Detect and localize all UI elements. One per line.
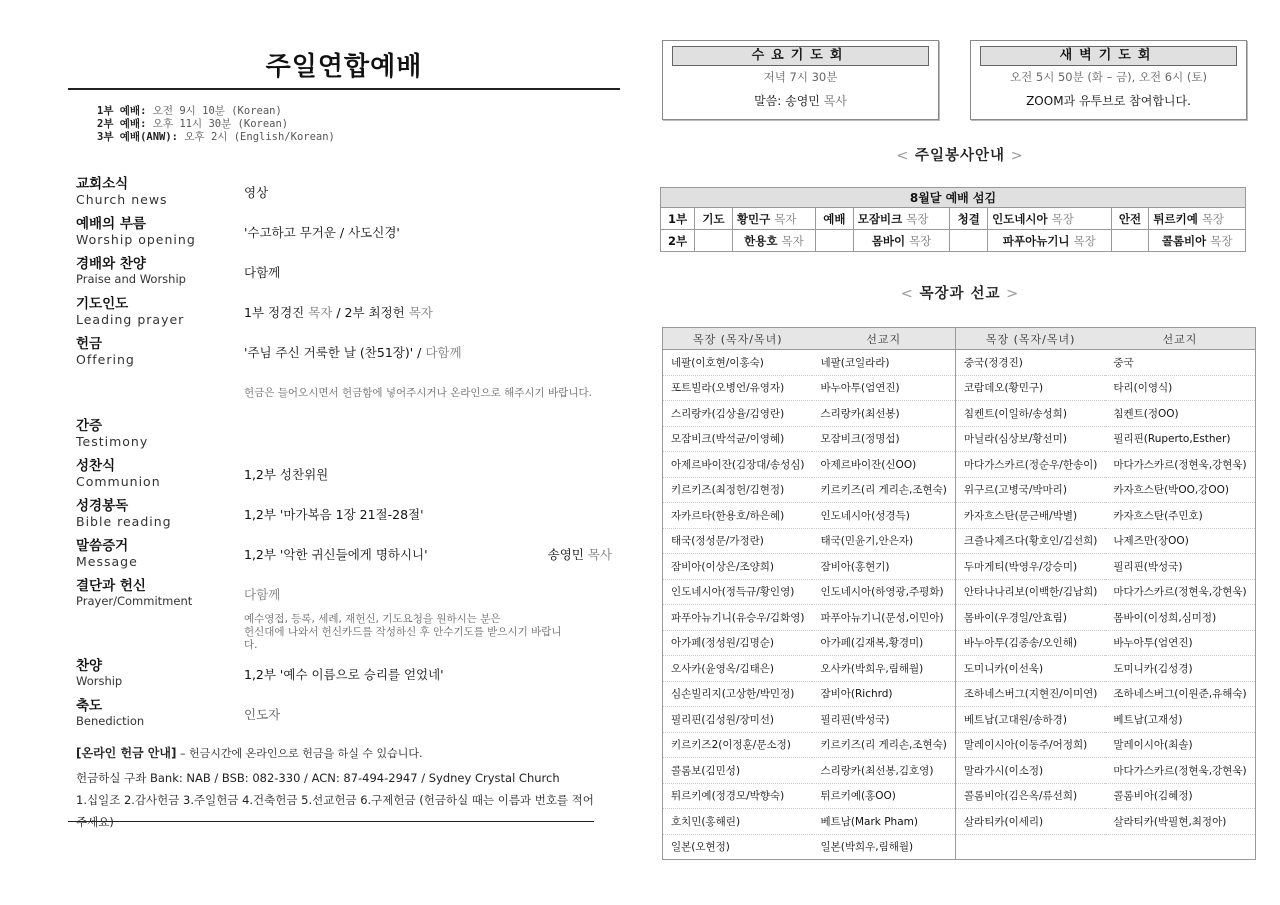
mission-field-cell: 아가페(김재복,황경미) (812, 630, 955, 656)
order-item-worship: 찬양 Worship 1,2부 '예수 이름으로 승리를 얻었네' (76, 658, 444, 688)
order-item-praise: 경배와 찬양 Praise and Worship 다함께 (76, 256, 281, 286)
mission-field-cell: 중국 (1105, 350, 1255, 376)
service-duty-table (660, 187, 1246, 252)
bulletin-right-page (640, 0, 1280, 905)
mission-field-cell: 몸바이(이성희,심미정) (1105, 605, 1255, 631)
mission-field-cell: 태국(민윤기,안은자) (812, 528, 955, 554)
title-divider (68, 88, 620, 90)
mokjang-cell: 침켄트(이일하/송성희) (955, 401, 1105, 427)
table-row (663, 554, 1256, 580)
table-row (663, 452, 1256, 478)
mokjang-cell: 파푸아뉴기니(유승우/김화영) (663, 605, 813, 631)
mission-field-cell: 잠비아(Richrd) (812, 681, 955, 707)
dawn-prayer-time: 오전 5시 50분 (화 – 금), 오전 6시 (토) (1010, 70, 1207, 84)
mission-field-cell: 나제즈만(장OO) (1105, 528, 1255, 554)
table-row (663, 630, 1256, 656)
mokjang-cell: 포트빌라(오병언/유영자) (663, 375, 813, 401)
mission-field-cell: 바누아투(엄연진) (812, 375, 955, 401)
mission-field-cell: 침켄트(정OO) (1105, 401, 1255, 427)
mission-field-cell: 카자흐스탄(주민호) (1105, 503, 1255, 529)
wednesday-prayer-box (662, 40, 939, 120)
duty-table-header: 8월달 예배 섬김 (661, 188, 1246, 208)
mokjang-cell: 두마게티(박영우/강승미) (955, 554, 1105, 580)
mission-field-cell: 베트남(Mark Pham) (812, 809, 955, 835)
mokjang-cell: 안타나나리보(이백한/김남희) (955, 579, 1105, 605)
table-row (663, 503, 1256, 529)
dawn-prayer-title: 새벽기도회 (980, 46, 1237, 66)
mokjang-cell: 튀르키예(정경모/박향숙) (663, 783, 813, 809)
mokjang-cell: 크즐나제즈다(황호인/김선희) (955, 528, 1105, 554)
table-row (663, 707, 1256, 733)
table-row (663, 834, 1256, 860)
mission-field-cell: 베트남(고재성) (1105, 707, 1255, 733)
bank-account-line: 헌금하실 구좌 Bank: NAB / BSB: 082-330 / ACN: 87-494-2947 / Sydney Crystal Church (76, 771, 560, 785)
order-item-bible-reading: 성경봉독 Bible reading 1,2부 '마가복음 1장 21절-28절' (76, 498, 424, 529)
mokjang-cell: 콜롬비아(김은옥/류선희) (955, 783, 1105, 809)
mokjang-cell: 콜롬보(김민성) (663, 758, 813, 784)
order-item-church-news: 교회소식 Church news 영상 (76, 176, 269, 207)
mokjang-cell (955, 834, 1105, 860)
online-offering-title: [온라인 헌금 안내] (76, 746, 177, 760)
order-item-offering: 헌금 Offering '주님 주신 거룩한 날 (찬51장)' / 다함께 (76, 336, 462, 367)
service-times (97, 105, 335, 144)
mokjang-cell: 몸바이(우경일/안효림) (955, 605, 1105, 631)
mokjang-cell: 심손빌리지(고상한/박민정) (663, 681, 813, 707)
mission-field-cell: 인도네시아(성경득) (812, 503, 955, 529)
notice-divider (68, 821, 594, 822)
order-item-commitment: 결단과 헌신 Prayer/Commitment 다함께 (76, 578, 281, 608)
mission-field-cell: 파푸아뉴기니(문성,이민아) (812, 605, 955, 631)
table-row (663, 732, 1256, 758)
table-row (663, 758, 1256, 784)
table-row (663, 375, 1256, 401)
table-row (663, 528, 1256, 554)
dawn-prayer-box (970, 40, 1247, 120)
mokjang-cell: 바누아투(김종송/오인해) (955, 630, 1105, 656)
duty-row-1: 1부 기도 황민구 목자 예배 모잠비크 목장 청결 인도네시아 목장 안전 튀르키예 목장 (661, 208, 1246, 230)
mission-field-cell: 키르키즈(리 게리손,조현숙) (812, 732, 955, 758)
mokjang-cell: 아가페(정성원/김명순) (663, 630, 813, 656)
service-time-2: 2부 예배: 오후 11시 30분 (Korean) (97, 118, 289, 130)
mokjang-cell: 네팔(이호현/이홍숙) (663, 350, 813, 376)
mission-field-cell: 튀르키예(홍OO) (812, 783, 955, 809)
mokjang-cell: 키르키즈2(이정훈/문소정) (663, 732, 813, 758)
table-row (663, 783, 1256, 809)
table-row (663, 350, 1256, 376)
mission-field-cell: 필리핀(Ruperto,Esther) (1105, 426, 1255, 452)
mission-field-cell (1105, 834, 1255, 860)
wednesday-prayer-time: 저녁 7시 30분 (763, 70, 838, 84)
wednesday-prayer-speaker: 말씀: 송영민 목사 (754, 94, 847, 108)
mokjang-cell: 스리랑카(김상율/김영란) (663, 401, 813, 427)
mission-field-cell: 스리랑카(최선봉,김호영) (812, 758, 955, 784)
mokjang-cell: 필리핀(김성원/장미선) (663, 707, 813, 733)
mission-field-cell: 인도네시아(하영광,주평화) (812, 579, 955, 605)
mokjang-cell: 마다가스카르(정순우/한송이) (955, 452, 1105, 478)
mokjang-cell: 말레이시아(이동주/어정희) (955, 732, 1105, 758)
mokjang-cell: 키르키즈(최정헌/김현정) (663, 477, 813, 503)
mission-field-cell: 네팔(코일라라) (812, 350, 955, 376)
table-row (663, 605, 1256, 631)
table-row (663, 477, 1256, 503)
page-title: 주일연합예배 (265, 52, 423, 82)
mokjang-cell: 일본(오현정) (671, 841, 730, 854)
mission-table-header: 목장 (목자/목녀) 선교지 목장 (목자/목녀) 선교지 (663, 328, 1256, 350)
mission-field-cell: 오사카(박희우,림해월) (812, 656, 955, 682)
duty-row-2: 2부 한용호 목자 몸바이 목장 파푸아뉴기니 목장 콜롬비아 목장 (661, 230, 1246, 252)
mission-field-cell: 살라티카(박필현,최정아) (1105, 809, 1255, 835)
mokjang-cell: 살라티카(이세리) (955, 809, 1105, 835)
mokjang-cell: 모잠비크(박석균/이영혜) (663, 426, 813, 452)
mission-field-cell: 필리핀(박성국) (1105, 554, 1255, 580)
mokjang-cell: 말라가시(이소정) (955, 758, 1105, 784)
mokjang-cell: 태국(정성문/가정란) (663, 528, 813, 554)
table-row (663, 579, 1256, 605)
mokjang-cell: 중국(정경진) (955, 350, 1105, 376)
mission-field-cell: 도미니카(김성경) (1105, 656, 1255, 682)
mokjang-cell: 카자흐스탄(문근배/박별) (955, 503, 1105, 529)
mission-field-cell: 바누아투(엄연진) (1105, 630, 1255, 656)
commitment-note: 예수영접, 등록, 세례, 재헌신, 기도요청을 원하시는 분은 헌신대에 나와서 헌신카드를 작성하신 후 안수기도를 받으시기 바랍니 다. (244, 613, 562, 651)
mokjang-cell: 코람데오(황민구) (955, 375, 1105, 401)
order-item-benediction: 축도 Benediction 인도자 (76, 698, 281, 728)
table-row (663, 809, 1256, 835)
service-time-1: 1부 예배: 오전 9시 10분 (Korean) (97, 105, 282, 117)
mission-field-cell: 아제르바이잔(신OO) (812, 452, 955, 478)
mission-section-title: < 목장과 선교 > (900, 286, 1020, 302)
table-row (663, 426, 1256, 452)
order-item-worship-opening: 예배의 부름 Worship opening '수고하고 무거운 / 사도신경' (76, 216, 400, 247)
offering-types-line: 1.십일조 2.감사헌금 3.주일헌금 4.건축헌금 5.선교헌금 6.구제헌금 (헌금하실 때는 이름과 번호를 적어주세요) (76, 793, 594, 829)
mokjang-cell: 호치민(홍해린) (663, 809, 813, 835)
mission-field-cell: 필리핀(박성국) (812, 707, 955, 733)
online-offering-notice: [온라인 헌금 안내] – 헌금시간에 온라인으로 헌금을 하실 수 있습니다. 헌금하실 구좌 Bank: NAB / BSB: 082-330 / ACN: 87-494-2947 / Sydney Crystal Church 1.십일조 2.감사헌금 3.주일헌금 4.건축헌금 5.선교헌금 6.구제헌금 (헌금하실 때는 이름과 번호를 적어주세요) (76, 744, 596, 833)
dawn-prayer-note: ZOOM과 유투브로 참여합니다. (1026, 94, 1191, 108)
mission-field-cell: 조하네스버그(이원준,유해숙) (1105, 681, 1255, 707)
service-section-title: < 주일봉사안내 > (896, 148, 1024, 164)
mission-field-cell: 타리(이영식) (1105, 375, 1255, 401)
table-row (663, 681, 1256, 707)
mission-field-cell: 마다가스카르(정현욱,강현욱) (1105, 579, 1255, 605)
order-item-leading-prayer: 기도인도 Leading prayer 1부 정경진 목자 / 2부 최정헌 목자 (76, 296, 433, 327)
mission-field-cell: 모잠비크(정명섭) (812, 426, 955, 452)
mission-table (662, 327, 1256, 860)
order-item-communion: 성찬식 Communion 1,2부 성찬위원 (76, 458, 329, 489)
mokjang-cell: 잠비아(이상은/조양희) (663, 554, 813, 580)
mission-field-cell: 일본(박희우,림해월) (812, 834, 955, 860)
mokjang-cell: 자카르타(한용호/하은혜) (663, 503, 813, 529)
table-row (663, 401, 1256, 427)
mission-field-cell: 카자흐스탄(박OO,강OO) (1105, 477, 1255, 503)
mokjang-cell: 마닐라(심상보/황선미) (955, 426, 1105, 452)
mokjang-cell: 오사카(윤영옥/김태은) (663, 656, 813, 682)
mokjang-cell: 아제르바이잔(김장대/송성심) (663, 452, 813, 478)
mokjang-cell: 위구르(고병국/박마리) (955, 477, 1105, 503)
offering-note: 헌금은 들어오시면서 헌금함에 넣어주시거나 온라인으로 해주시기 바랍니다. (244, 387, 592, 399)
message-speaker: 송영민 목사 (547, 547, 612, 562)
mission-field-cell: 말레이시아(최솔) (1105, 732, 1255, 758)
mission-field-cell: 스리랑카(최선봉) (812, 401, 955, 427)
order-item-testimony: 간증 Testimony (76, 418, 149, 449)
wednesday-prayer-title: 수요기도회 (672, 46, 929, 66)
mokjang-cell: 조하네스버그(지현진/이미연) (955, 681, 1105, 707)
service-time-3: 3부 예배(ANW): 오후 2시 (English/Korean) (97, 131, 335, 143)
order-item-message: 말씀증거 Message 1,2부 '악한 귀신들에게 명하시니' 송영민 목사 (76, 538, 612, 569)
mission-field-cell: 키르키즈(리 게리손,조현숙) (812, 477, 955, 503)
mission-field-cell: 콜롬비아(김혜정) (1105, 783, 1255, 809)
mokjang-cell: 베트남(고대원/송하경) (955, 707, 1105, 733)
mission-field-cell: 잠비아(홍현기) (812, 554, 955, 580)
mission-field-cell: 마다가스카르(정현욱,강현욱) (1105, 452, 1255, 478)
mokjang-cell: 인도네시아(정득규/황인영) (663, 579, 813, 605)
mokjang-cell: 도미니카(이선욱) (955, 656, 1105, 682)
mission-field-cell: 마다가스카르(정현욱,강현욱) (1105, 758, 1255, 784)
table-row (663, 656, 1256, 682)
